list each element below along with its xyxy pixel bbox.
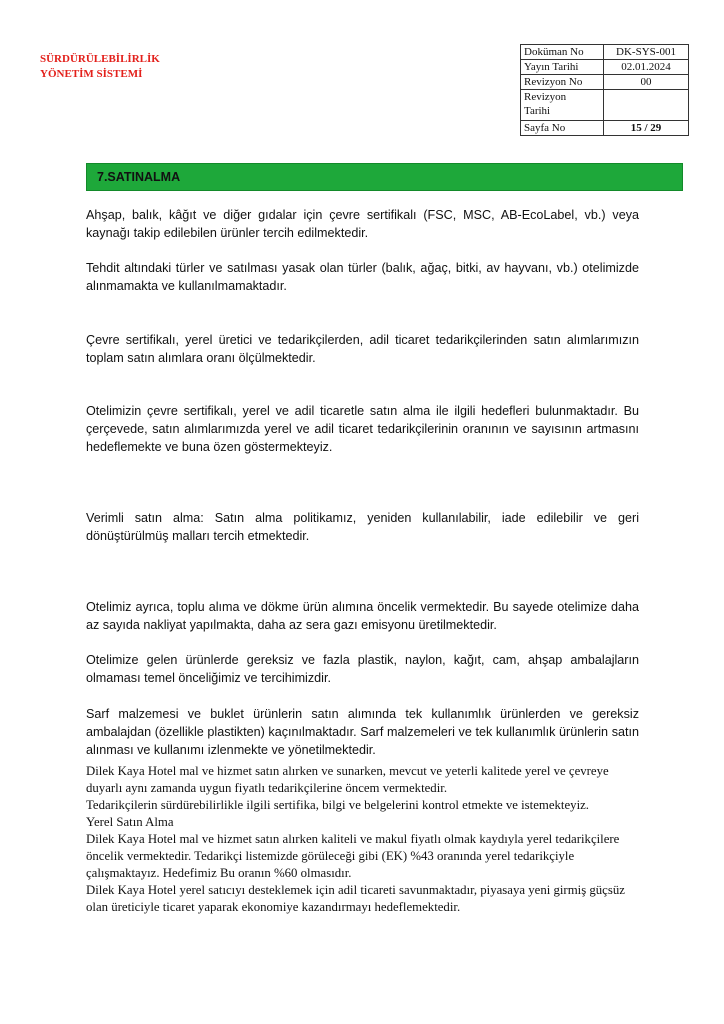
paragraph-purchase-ratio: Çevre sertifikalı, yerel üretici ve tedarikçilerden, adil ticaret tedarikçilerinden satın alımlarımızın toplam satın alımlara oranı ölçülmektedir. xyxy=(86,333,639,365)
section-title: 7.SATINALMA xyxy=(97,170,181,184)
section-header xyxy=(86,163,683,191)
document-info-table xyxy=(520,44,689,136)
management-system-title xyxy=(40,52,160,82)
rev-date-label-line-2: Tarihi xyxy=(524,105,551,117)
paragraph-bulk-purchasing: Otelimiz ayrıca, toplu alıma ve dökme ürün alımına öncelik vermektedir. Bu sayede otelimize daha az sayıda nakliyat yapılmakta, daha az sera gazı emisyonu üretilmektedir. xyxy=(86,600,639,632)
supplier-policy-block xyxy=(86,763,646,916)
page-label: Sayfa No xyxy=(521,121,604,136)
doc-no-value: DK-SYS-001 xyxy=(604,45,689,60)
paragraph-purchase-targets: Otelimizin çevre sertifikalı, yerel ve adil ticaretle satın alma ile ilgili hedefleri bulunmaktadır. Bu çerçevede, satın alımlarımızda yerel ve adil ticaret tedarikçilerinin oranının ve sayısının artmasını hedeflemekte ve buna özen göstermekteyiz. xyxy=(86,404,639,454)
paragraph-endangered-species: Tehdit altındaki türler ve satılması yasak olan türler (balık, ağaç, bitki, av hayvanı, vb.) otelimizde alınmamakta ve kullanılmamaktadır. xyxy=(86,261,639,293)
supplier-certificate-text: Tedarikçilerin sürdürebilirlikle ilgili sertifika, bilgi ve belgelerini kontrol etmekte ve istemekteyiz. xyxy=(86,798,590,812)
rev-date-label xyxy=(521,90,604,121)
rev-no-label: Revizyon No xyxy=(521,75,604,90)
pub-date-value: 02.01.2024 xyxy=(604,60,689,75)
rev-no-row xyxy=(521,75,689,90)
doc-no-row xyxy=(521,45,689,60)
fair-trade-text: Dilek Kaya Hotel yerel satıcıyı desteklemek için adil ticareti savunmaktadır, piyasaya yeni girmiş güçsüz olan üreticiyle ticaret yaparak ekonomiye kazandırmayı hedeflemektedir. xyxy=(86,883,625,914)
pub-date-label: Yayın Tarihi xyxy=(521,60,604,75)
supplier-priority-text: Dilek Kaya Hotel mal ve hizmet satın alırken ve sunarken, mevcut ve yeterli kalitede yerel ve çevreye duyarlı aynı zamanda uygun fiyatlı tedarikçilerine öncem vermektedir. xyxy=(86,764,609,795)
page-value: 15 / 29 xyxy=(604,121,689,136)
title-line-1: SÜRDÜRÜLEBİLİRLİK xyxy=(40,53,160,65)
page-row xyxy=(521,121,689,136)
rev-date-label-line-1: Revizyon xyxy=(524,91,567,103)
paragraph-efficient-purchasing: Verimli satın alma: Satın alma politikamız, yeniden kullanılabilir, iade edilebilir ve geri dönüştürülmüş malları tercih etmektedir. xyxy=(86,511,639,543)
pub-date-row xyxy=(521,60,689,75)
title-line-2: YÖNETİM SİSTEMİ xyxy=(40,68,143,80)
rev-no-value: 00 xyxy=(604,75,689,90)
doc-no-label: Doküman No xyxy=(521,45,604,60)
paragraph-consumables: Sarf malzemesi ve buklet ürünlerin satın alımında tek kullanımlık ürünlerden ve gereksiz ambalajdan (özellikle plastikten) kaçınılmaktadır. Sarf malzemeleri ve tek kullanımlık ürünlerin satın alınması ve kullanımı izlenmekte ve yönetilmektedir. xyxy=(86,707,639,757)
paragraph-certified-products: Ahşap, balık, kâğıt ve diğer gıdalar için çevre sertifikalı (FSC, MSC, AB-EcoLabel, vb.) veya kaynağı takip edilebilen ürünler tercih edilmektedir. xyxy=(86,208,639,240)
rev-date-row xyxy=(521,90,689,121)
local-purchasing-text: Dilek Kaya Hotel mal ve hizmet satın alırken kaliteli ve makul fiyatlı olmak kaydıyla yerel tedarikçilere öncelik vermektedir. Tedarikçi listemizde görüleceği gibi (EK) %43 oranında yerel tedarikçiyle çalışmaktayız. Hedefimiz Bu oranın %60 olmasıdır. xyxy=(86,832,620,880)
local-purchasing-heading: Yerel Satın Alma xyxy=(86,815,174,829)
paragraph-packaging: Otelimize gelen ürünlerde gereksiz ve fazla plastik, naylon, kağıt, cam, ahşap ambalajların olmaması temel önceliğimiz ve tercihimizdir. xyxy=(86,653,639,685)
rev-date-value xyxy=(604,90,689,121)
